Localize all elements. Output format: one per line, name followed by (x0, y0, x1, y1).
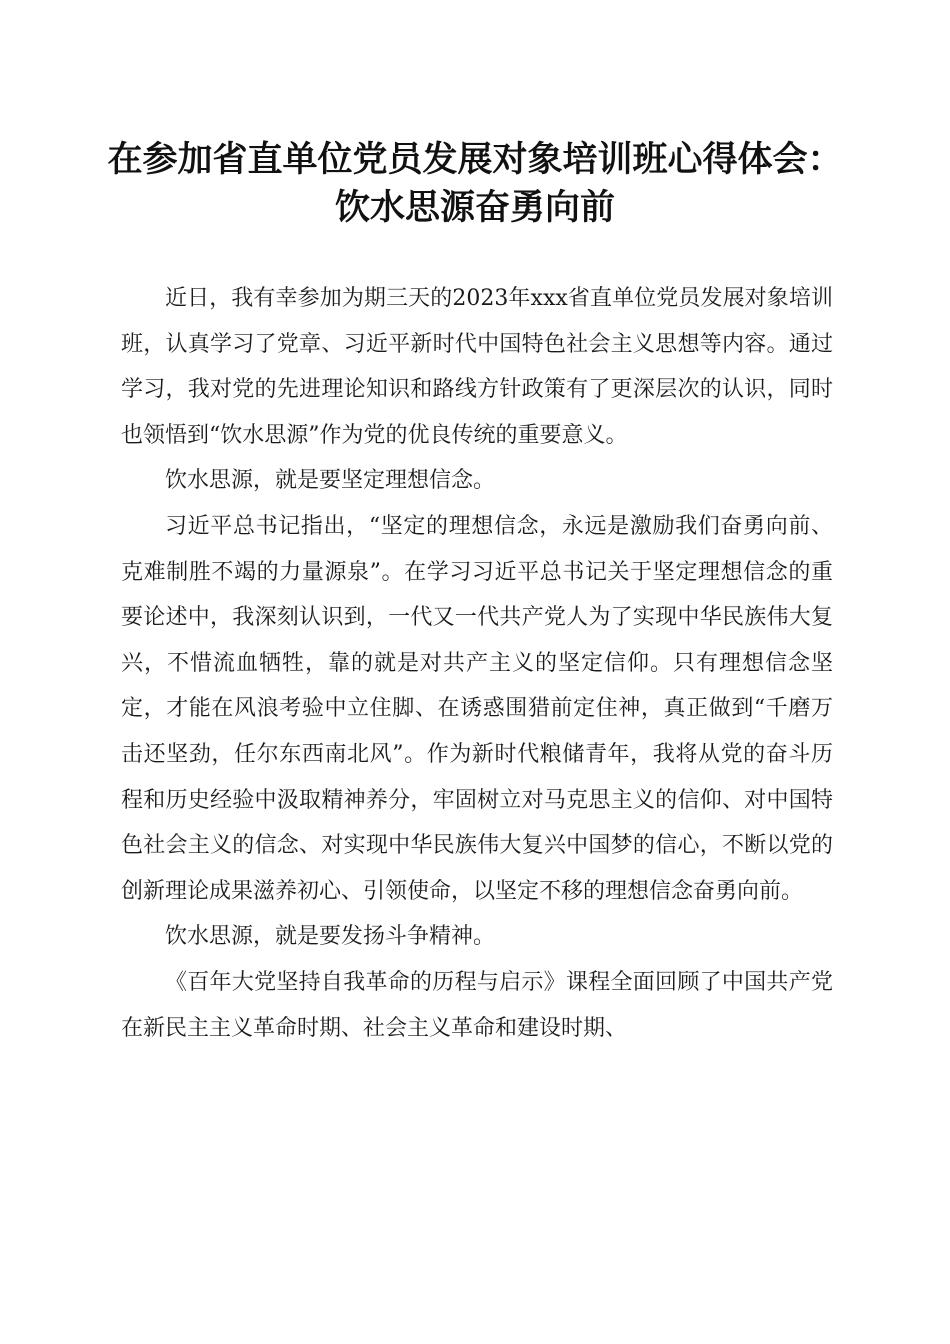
paragraph-heading-struggle: 饮水思源，就是要发扬斗争精神。 (165, 924, 496, 950)
paragraph-ideals: 习近平总书记指出，“坚定的理想信念，永远是激励我们奋勇向前、克难制胜不竭的力量源泉”。在学习习近平总书记关于坚定理想信念的重要论述中，我深刻认识到，一代又一代共产党人为了实现中华民族伟大复兴，不惜流血牺牲，靠的就是对共产主义的坚定信仰。只有理想信念坚定，才能在风浪考验中立住脚、在诱惑围猎前定住神，真正做到“千磨万击还坚劲，任尔东西南北风”。作为新时代粮储青年，我将从党的奋斗历程和历史经验中汲取精神养分，牢固树立对马克思主义的信仰、对中国特色社会主义的信念、对实现中华民族伟大复兴中国梦的信心，不断以党的创新理论成果滋养初心、引领使命，以坚定不移的理想信念奋勇向前。 (121, 513, 833, 904)
paragraph-intro: 近日，我有幸参加为期三天的2023年xxx省直单位党员发展对象培训班，认真学习了党章、习近平新时代中国特色社会主义思想等内容。通过学习，我对党的先进理论知识和路线方针政策有了更深层次的认识，同时也领悟到“饮水思源”作为党的优良传统的重要意义。 (121, 286, 833, 448)
document-body (121, 276, 833, 1051)
paragraph-struggle: 《百年大党坚持自我革命的历程与启示》课程全面回顾了中国共产党在新民主主义革命时期、社会主义革命和建设时期、 (121, 969, 833, 1041)
title-line-1: 在参加省直单位党员发展对象培训班心得体会： (107, 139, 843, 180)
title-line-2: 饮水思源奋勇向前 (334, 187, 615, 228)
paragraph-heading-ideals: 饮水思源，就是要坚定理想信念。 (165, 468, 496, 494)
document-title (100, 136, 850, 232)
